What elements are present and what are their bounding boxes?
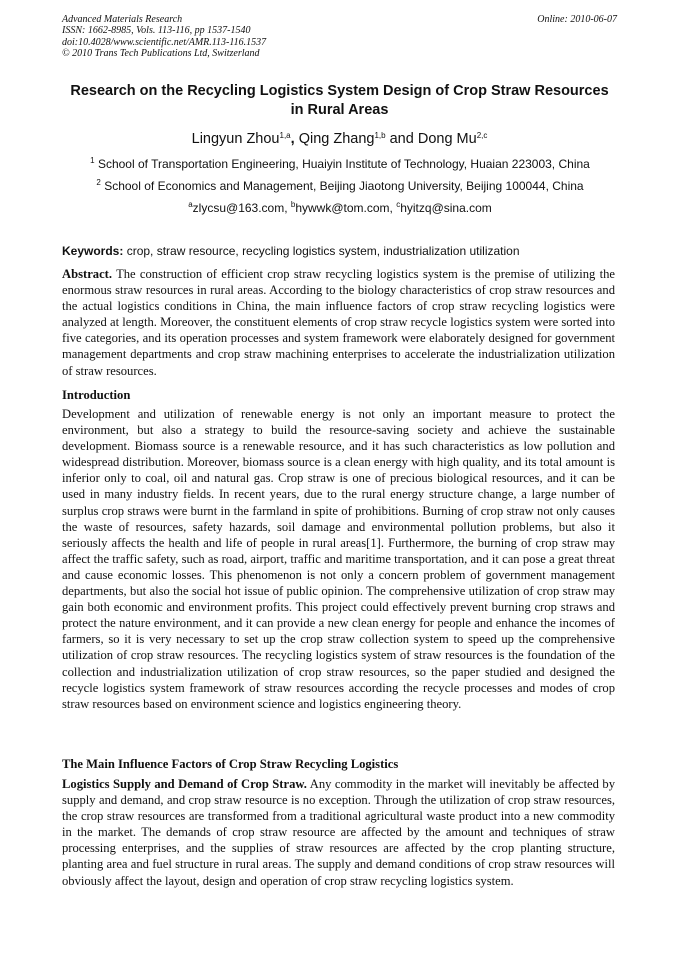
- affiliation-text: School of Economics and Management, Beijing Jiaotong University, Beijing 100044, China: [104, 179, 584, 193]
- subsection-text: Any commodity in the market will inevitably be affected by supply and demand, and crop straw resource is no exception. Through the utilization of crop straw resources, the crop straw resources are transformed from a traditional agricultural waste product into a new commodity in the market. The demands of crop straw resource are affected by the amount and techniques of straw processing enterprises, and the supplies of straw resources are affected by the crop planting structure, planting area and fuel structure in rural areas. The supply and demand conditions of crop straw resources will obviously affect the layout, design and operation of crop straw recycling logistics system.: [62, 777, 615, 888]
- introduction-text: Development and utilization of renewable energy is not only an important measure to protect the environment, but also a strategy to build the resource-saving society and achieve the sustainable development. Biomass source is a renewable resource, and it has such characteristics as low pollution and widespread distribution. Moreover, biomass source is a clean energy with high quality, and its total amount is inferior only to coal, oil and natural gas. Crop straw is one of precious biological resources, and it can be used in many industry fields. In recent years, due to the rural energy structure change, a large number of surplus crop straws were burnt in the farmland in spite of prohibitions. Burning of crop straw not only causes the waste of resources, safety hazards, soil damage and environmental pollution problems, but also it seriously affects the health and life of people in rural areas[1]. Furthermore, the burning of crop straw may affect the traffic safety, such as road, airport, traffic and maritime transportation, and it can pose a great threat and cause economic losses. This phenomenon is not only a concern problem of government management departments, but also the social hot issue of public opinion. The comprehensive utilization of crop straw may gain both economic and environment profits. This project could effectively prevent burning crop straws and protect the nature environment, and it can provide a new clean energy for people and enhance the incomes of farmers, so it is very necessary to set up the crop straw collection system to speed up the comprehensive utilization of crop straw resources. The recycling logistics system of straw resources is the foundation of the collection and industrialization utilization of crop straw resources, so the paper studied and designed the recycle logistics system framework of straw resources according the recycle processes and modes of crop straw resources based on environment science and logistics engineering theory.: [62, 407, 615, 711]
- affiliation-number: 1: [90, 156, 95, 165]
- journal-header: [62, 14, 617, 60]
- affiliation-number: 2: [96, 178, 101, 187]
- author-list: [62, 130, 617, 148]
- online-date: Online: 2010-06-07: [537, 14, 617, 25]
- author-affiliation-mark: 1,a: [279, 131, 291, 140]
- keywords-text: crop, straw resource, recycling logistics system, industrialization utilization: [123, 244, 520, 258]
- author-name: Lingyun Zhou: [191, 131, 280, 147]
- affiliation: [50, 179, 630, 194]
- copyright-line: © 2010 Trans Tech Publications Ltd, Switzerland: [62, 48, 260, 60]
- issn-line: ISSN: 1662-8985, Vols. 113-116, pp 1537-1540: [62, 25, 251, 37]
- journal-name: Advanced Materials Research: [62, 14, 183, 25]
- paper-title: Research on the Recycling Logistics System Design of Crop Straw Resources in Rural Areas: [70, 83, 609, 118]
- section-heading-introduction: Introduction: [62, 388, 131, 402]
- subsection-heading: Logistics Supply and Demand of Crop Straw.: [62, 777, 307, 791]
- abstract: [62, 266, 615, 379]
- author-affiliation-mark: 1,b: [374, 131, 386, 140]
- email-mark: c: [396, 200, 401, 209]
- section-influence-factors-text: [62, 776, 615, 889]
- email-mark: b: [290, 200, 296, 209]
- email-line: [50, 201, 630, 216]
- keywords-label: Keywords:: [62, 244, 124, 258]
- author-affiliation-mark: 2,c: [476, 131, 488, 140]
- email-address[interactable]: hyitzq@sina.com: [400, 201, 492, 215]
- author-name: Qing Zhang: [298, 131, 375, 147]
- author-name: Dong Mu: [417, 131, 477, 147]
- keywords: [62, 244, 622, 259]
- abstract-label: Abstract.: [62, 267, 113, 281]
- email-mark: a: [188, 200, 193, 209]
- doi-line: doi:10.4028/www.scientific.net/AMR.113-116.1537: [62, 36, 267, 48]
- affiliation-text: School of Transportation Engineering, Huaiyin Institute of Technology, Huaian 223003, China: [97, 157, 590, 171]
- section-heading-influence-factors: The Main Influence Factors of Crop Straw Recycling Logistics: [62, 757, 399, 771]
- abstract-text: The construction of efficient crop straw recycling logistics system is the premise of utilizing the enormous straw resources in rural areas. According to the biology characteristics of crop straw resources and the actual logistics conditions in China, the main influence factors of crop straw recycling logistics were analyzed at length. Moreover, the constituent elements of crop straw recycle logistics system were sorted into five categories, and its operation processes and system framework were elaborately designed for government management departments and crop straw machining enterprises to accelerate the industrialization utilization of straw resources.: [62, 267, 615, 378]
- email-address[interactable]: hywwk@tom.com,: [295, 201, 397, 215]
- author-separator: and: [385, 131, 418, 147]
- author-separator: ,: [290, 131, 299, 147]
- email-address[interactable]: zlycsu@163.com,: [192, 201, 291, 215]
- affiliation: [50, 157, 630, 172]
